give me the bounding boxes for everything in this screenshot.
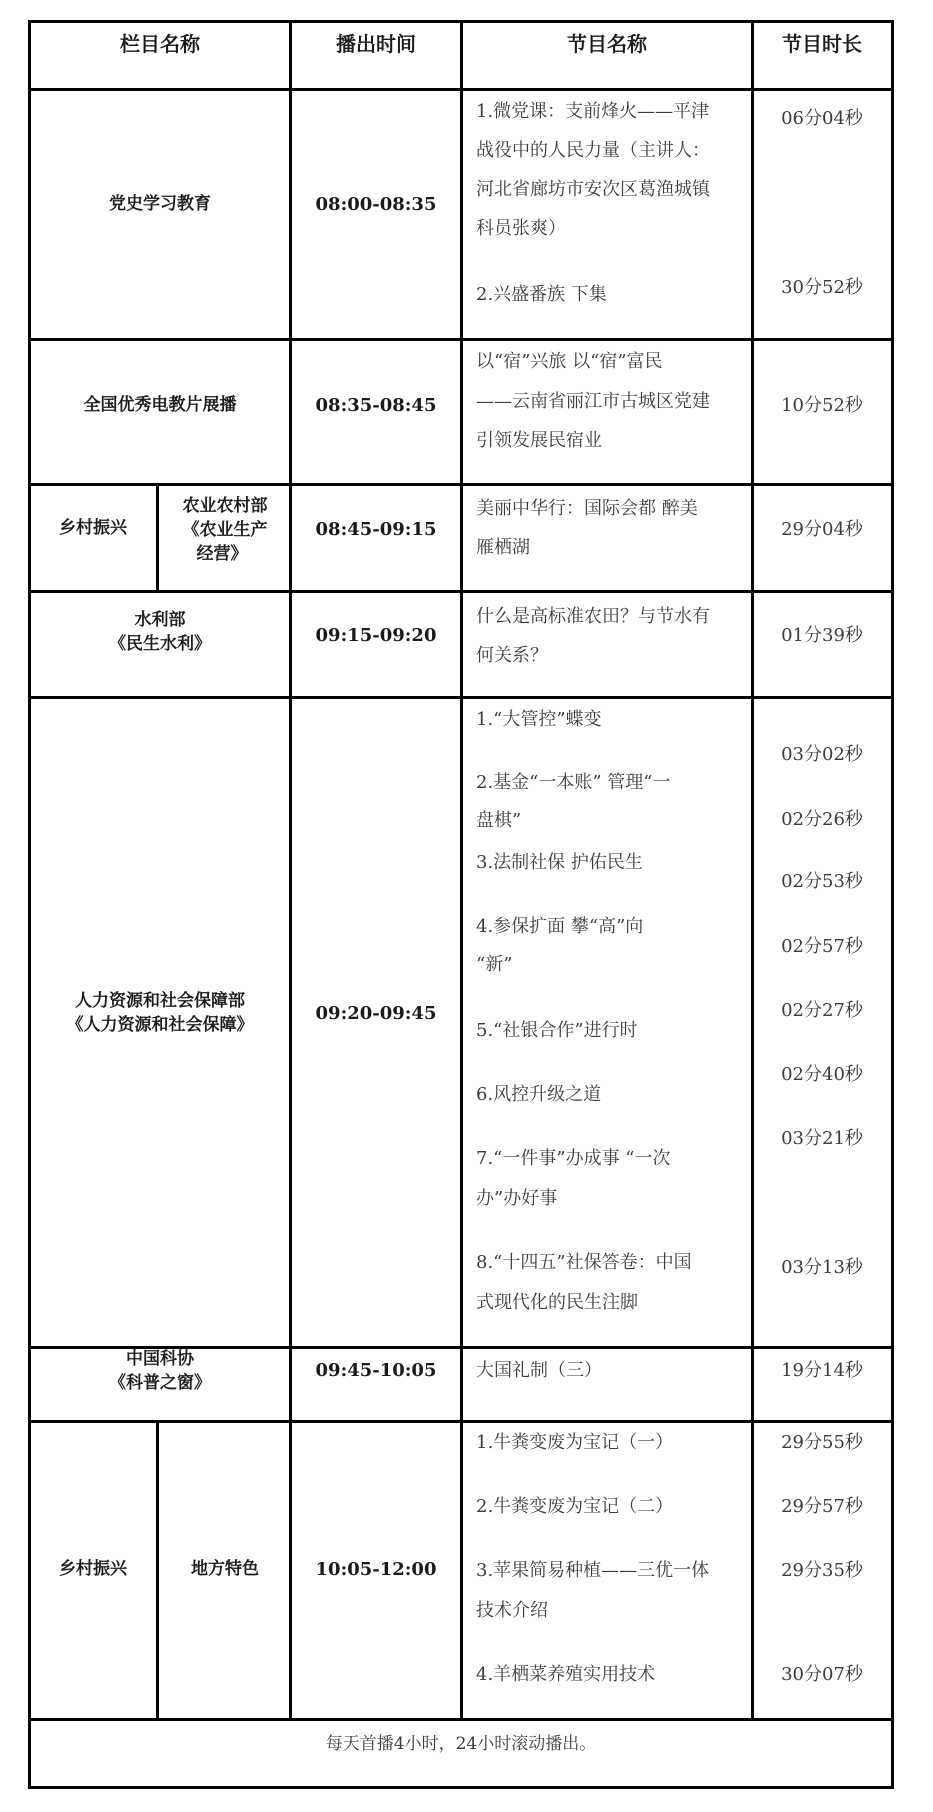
duration: 19分14秒 (781, 1360, 863, 1381)
program-line: 科员张爽） (476, 218, 566, 239)
subcolumn-line: 经营》 (196, 544, 248, 564)
column-line: 《科普之窗》 (109, 1373, 211, 1393)
program-line: 2.基金“一本账” 管理“一 (476, 772, 671, 793)
program-line: 1.牛粪变废为宝记（一） (476, 1432, 674, 1453)
header-program-name: 节目名称 (567, 32, 647, 56)
program-line: 3.苹果简易种植——三优一体 (476, 1560, 710, 1581)
column-line: 中国科协 (126, 1349, 194, 1369)
duration: 03分02秒 (781, 744, 863, 765)
duration: 30分07秒 (781, 1664, 863, 1685)
program-line: 3.法制社保 护佑民生 (476, 852, 643, 873)
program-line: 何关系？ (476, 645, 548, 666)
duration: 29分55秒 (781, 1432, 863, 1453)
program-line: 1.“大管控”蝶变 (476, 709, 602, 730)
air-time: 08:45-09:15 (315, 519, 437, 540)
column-line: 人力资源和社会保障部 (75, 991, 245, 1011)
subcolumn-divider (156, 483, 159, 593)
program-line: 什么是高标准农田？与节水有 (476, 606, 710, 627)
footer-note: 每天首播4小时，24小时滚动播出。 (325, 1734, 597, 1754)
column-divider (289, 20, 292, 1721)
duration: 29分57秒 (781, 1496, 863, 1517)
duration: 10分52秒 (781, 395, 863, 416)
header-duration: 节目时长 (782, 32, 862, 56)
program-line: 6.风控升级之道 (476, 1084, 602, 1105)
column-name: 全国优秀电教片展播 (83, 395, 237, 415)
program-line: 以“宿”兴旅 以“宿”富民 (476, 351, 663, 372)
air-time: 09:20-09:45 (315, 1003, 437, 1024)
program-line: 技术介绍 (476, 1600, 548, 1621)
program-line: 河北省廊坊市安次区葛渔城镇 (476, 179, 710, 200)
column-line: 水利部 (134, 610, 186, 630)
header-air-time: 播出时间 (336, 32, 416, 56)
program-line: 8.“十四五”社保答卷：中国 (476, 1252, 692, 1273)
subcolumn-divider (156, 1420, 159, 1721)
program-line: 战役中的人民力量（主讲人： (476, 140, 710, 161)
program-line: 式现代化的民生注脚 (476, 1292, 638, 1313)
column-line: 《民生水利》 (109, 634, 211, 654)
subcolumn-line: 《农业生产 (182, 520, 268, 540)
subcolumn-line: 农业农村部 (182, 496, 268, 516)
duration: 06分04秒 (781, 108, 863, 129)
table-border-left (28, 20, 31, 1789)
duration: 29分35秒 (781, 1560, 863, 1581)
duration: 02分53秒 (781, 871, 863, 892)
table-border-bottom (28, 1786, 894, 1789)
program-line: 7.“一件事”办成事 “一次 (476, 1148, 671, 1169)
program-line: “新” (476, 954, 513, 975)
program-line: 1.微党课：支前烽火——平津 (476, 101, 710, 122)
duration: 03分13秒 (781, 1257, 863, 1278)
air-time: 09:15-09:20 (315, 625, 437, 646)
program-line: 盘棋” (476, 810, 522, 831)
column-name: 乡村振兴 (59, 1559, 127, 1579)
air-time: 08:00-08:35 (315, 194, 437, 215)
column-line: 《人力资源和社会保障》 (66, 1015, 254, 1035)
program-line: 2.兴盛番族 下集 (476, 284, 607, 305)
duration: 02分26秒 (781, 809, 863, 830)
duration: 30分52秒 (781, 277, 863, 298)
column-divider (751, 20, 754, 1721)
program-line: 美丽中华行：国际会都 醉美 (476, 498, 698, 519)
program-line: 4.羊栖菜养殖实用技术 (476, 1664, 656, 1685)
duration: 02分57秒 (781, 936, 863, 957)
air-time: 08:35-08:45 (315, 395, 437, 416)
program-line: 大国礼制（三） (476, 1360, 602, 1381)
column-name: 乡村振兴 (59, 518, 127, 538)
duration: 29分04秒 (781, 519, 863, 540)
air-time: 10:05-12:00 (315, 1559, 437, 1580)
column-divider (460, 20, 463, 1721)
air-time: 09:45-10:05 (315, 1360, 437, 1381)
program-line: 4.参保扩面 攀“高”向 (476, 916, 644, 937)
duration: 03分21秒 (781, 1128, 863, 1149)
program-line: 办”办好事 (476, 1188, 558, 1209)
duration: 02分27秒 (781, 1000, 863, 1021)
program-line: 2.牛粪变废为宝记（二） (476, 1496, 674, 1517)
table-border-right (891, 20, 894, 1789)
subcolumn-name: 地方特色 (191, 1559, 259, 1579)
program-line: 引领发展民宿业 (476, 430, 602, 451)
header-column-name: 栏目名称 (120, 32, 200, 56)
program-line: 雁栖湖 (476, 537, 530, 558)
duration: 02分40秒 (781, 1064, 863, 1085)
column-name: 党史学习教育 (109, 194, 211, 214)
duration: 01分39秒 (781, 625, 863, 646)
program-line: 5.“社银合作”进行时 (476, 1020, 638, 1041)
program-line: ——云南省丽江市古城区党建 (476, 391, 710, 412)
